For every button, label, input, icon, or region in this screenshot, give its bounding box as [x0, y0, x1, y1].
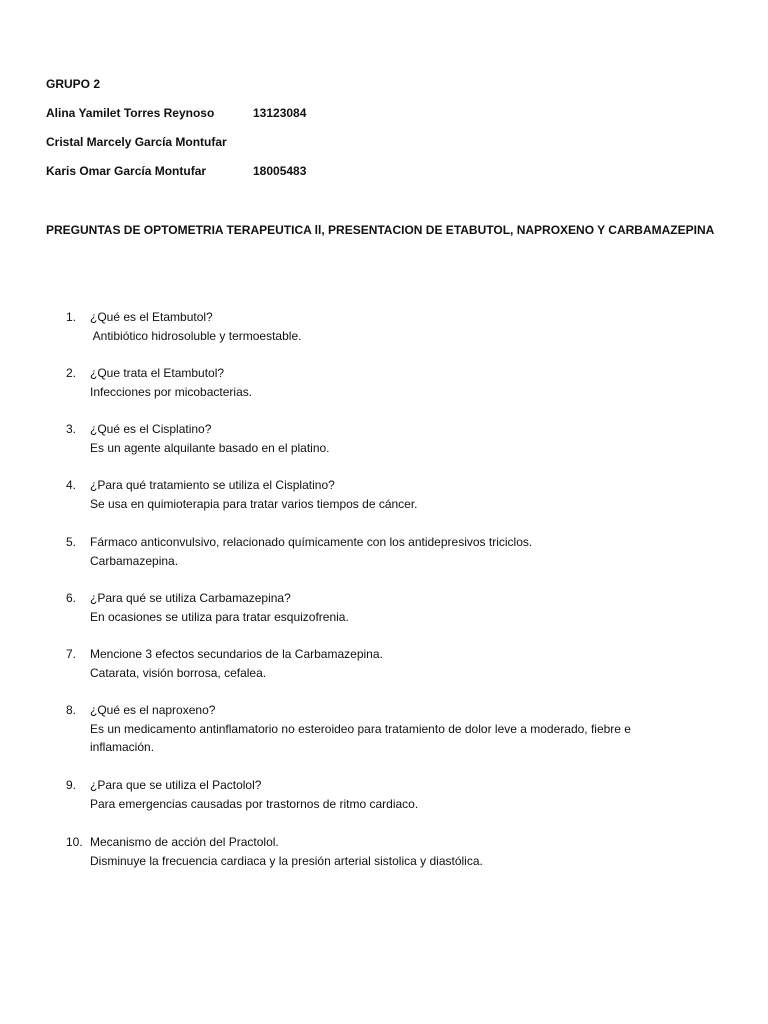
question-number: 6.: [66, 591, 77, 605]
question-text: ¿Que trata el Etambutol?: [90, 366, 225, 380]
question-item: [66, 701, 686, 757]
question-item: [66, 776, 686, 813]
question-text: ¿Para que se utiliza el Pactolol?: [90, 778, 262, 792]
question-number: 3.: [66, 422, 77, 436]
question-number: 10.: [66, 835, 83, 849]
answer-text: Disminuye la frecuencia cardiaca y la presión arterial sistolica y diastólica.: [90, 853, 483, 868]
question-number: 4.: [66, 478, 77, 492]
question-text: ¿Qué es el Cisplatino?: [90, 422, 212, 436]
question-number: 7.: [66, 647, 77, 661]
question-item: [66, 645, 686, 682]
question-text: Mecanismo de acción del Practolol.: [90, 835, 279, 849]
answer-text: Carbamazepina.: [90, 553, 179, 568]
question-item: [66, 308, 686, 345]
question-number: 1.: [66, 310, 77, 324]
group-label: GRUPO 2: [46, 77, 101, 91]
question-item: [66, 364, 686, 401]
question-number: 2.: [66, 366, 77, 380]
member-id: 13123084: [253, 106, 307, 120]
question-text: Fármaco anticonvulsivo, relacionado químicamente con los antidepresivos triciclos.: [90, 535, 533, 549]
question-item: [66, 476, 686, 513]
question-text: ¿Qué es el naproxeno?: [90, 703, 216, 717]
question-text: Mencione 3 efectos secundarios de la Carbamazepina.: [90, 647, 383, 661]
question-number: 5.: [66, 535, 77, 549]
question-item: [66, 533, 686, 570]
answer-text: Para emergencias causadas por trastornos de ritmo cardiaco.: [90, 796, 419, 811]
question-number: 8.: [66, 703, 77, 717]
answer-text: Se usa en quimioterapia para tratar varios tiempos de cáncer.: [90, 496, 418, 511]
answer-text: Antibiótico hidrosoluble y termoestable.: [90, 328, 302, 343]
answer-text: Es un medicamento antinflamatorio no esteroideo para tratamiento de dolor leve a moderado, fiebre e inflamación.: [90, 721, 631, 754]
question-number: 9.: [66, 778, 77, 792]
question-item: [66, 833, 686, 870]
member-name: Alina Yamilet Torres Reynoso: [46, 106, 215, 120]
question-text: ¿Para qué se utiliza Carbamazepina?: [90, 591, 291, 605]
member-id: 18005483: [253, 164, 307, 178]
answer-text: Infecciones por micobacterias.: [90, 384, 253, 399]
answer-text: Es un agente alquilante basado en el platino.: [90, 440, 330, 455]
document-subject: PREGUNTAS DE OPTOMETRIA TERAPEUTICA ll, PRESENTACION DE ETABUTOL, NAPROXENO Y CARBAMAZEPINA: [46, 223, 715, 237]
question-text: ¿Para qué tratamiento se utiliza el Cisplatino?: [90, 478, 335, 492]
answer-text: En ocasiones se utiliza para tratar esquizofrenia.: [90, 609, 349, 624]
question-item: [66, 589, 686, 626]
member-name: Karis Omar García Montufar: [46, 164, 207, 178]
answer-text: Catarata, visión borrosa, cefalea.: [90, 665, 267, 680]
question-item: [66, 420, 686, 457]
question-text: ¿Qué es el Etambutol?: [90, 310, 213, 324]
member-name: Cristal Marcely García Montufar: [46, 135, 227, 149]
